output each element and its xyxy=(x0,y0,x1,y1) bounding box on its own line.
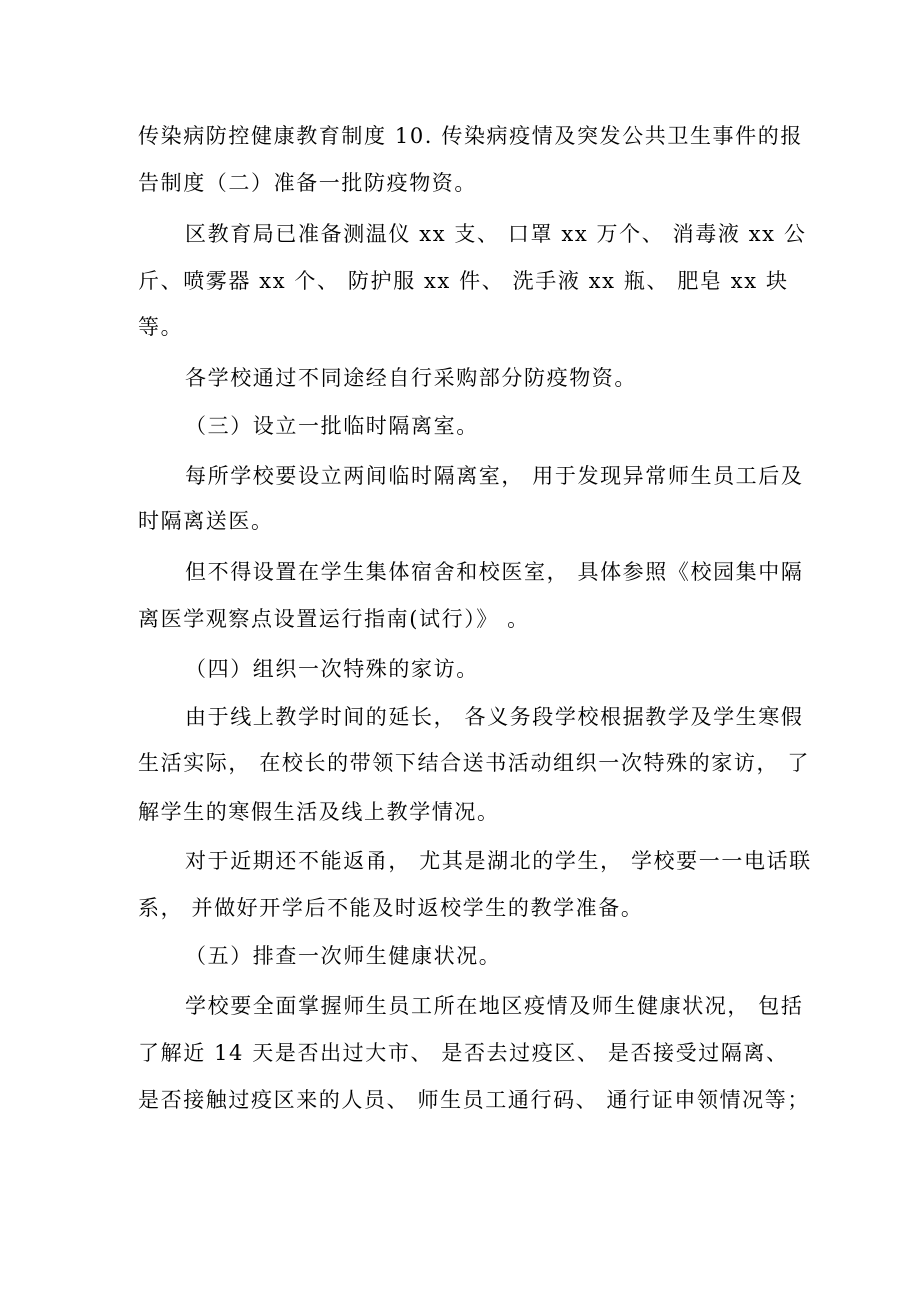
text-line: 了解近 14 天是否出过大市、 是否去过疫区、 是否接受过隔离、 xyxy=(138,1041,789,1065)
text-line: 但不得设置在学生集体宿舍和校医室， 具体参照《校园集中隔 xyxy=(185,560,804,584)
text-line: 系， 并做好开学后不能及时返校学生的教学准备。 xyxy=(138,896,644,920)
text-line: 传染病防控健康教育制度 10. 传染病疫情及突发公共卫生事件的报 xyxy=(138,124,803,148)
text-line: 解学生的寒假生活及线上教学情况。 xyxy=(138,800,500,824)
section-heading: （四）组织一次特殊的家访。 xyxy=(185,657,479,681)
section-heading: （五）排查一次师生健康状况。 xyxy=(185,944,502,968)
text-line: 学校要全面掌握师生员工所在地区疫情及师生健康状况， 包括 xyxy=(185,994,804,1018)
section-heading: （三）设立一批临时隔离室。 xyxy=(185,414,479,438)
text-line: 生活实际， 在校长的带领下结合送书活动组织一次特殊的家访， 了 xyxy=(138,751,810,775)
text-line: 区教育局已准备测温仪 xx 支、 口罩 xx 万个、 消毒液 xx 公 xyxy=(185,222,807,246)
text-line: 离医学观察点设置运行指南(试行）》 。 xyxy=(138,607,530,631)
text-line: 对于近期还不能返甬， 尤其是湖北的学生， 学校要一一电话联 xyxy=(185,849,812,873)
text-line: 时隔离送医。 xyxy=(138,509,274,533)
text-line: 告制度（二）准备一批防疫物资。 xyxy=(138,171,477,195)
text-line: 各学校通过不同途经自行采购部分防疫物资。 xyxy=(185,366,637,390)
text-line: 由于线上教学时间的延长， 各义务段学校根据教学及学生寒假 xyxy=(185,705,804,729)
text-line: 每所学校要设立两间临时隔离室， 用于发现异常师生员工后及 xyxy=(185,464,804,488)
text-line: 是否接触过疫区来的人员、 师生员工通行码、 通行证申领情况等； xyxy=(138,1088,810,1112)
text-line: 等。 xyxy=(138,315,184,339)
text-line: 斤、喷雾器 xx 个、 防护服 xx 件、 洗手液 xx 瓶、 肥皂 xx 块 xyxy=(138,269,789,293)
